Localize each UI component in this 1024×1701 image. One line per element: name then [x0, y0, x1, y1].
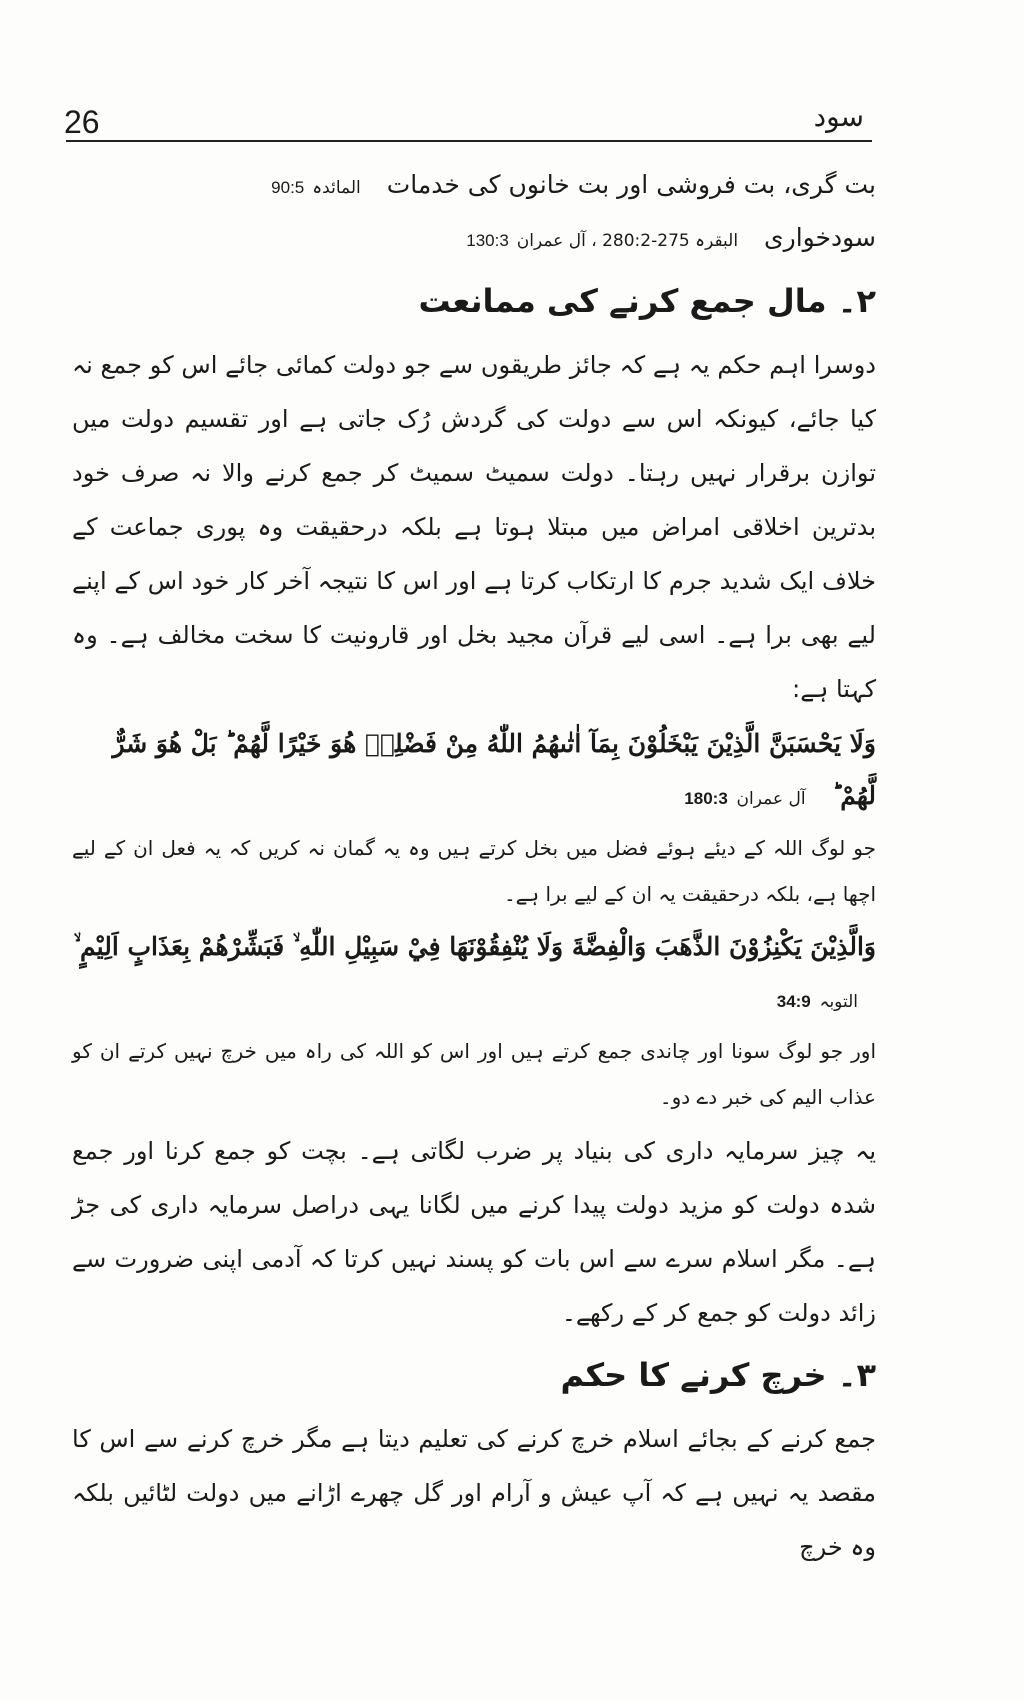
verse-arabic: وَالَّذِيْنَ يَكْنِزُوْنَ الذَّهَبَ وَالْفِضَّةَ وَلَا يُنْفِقُوْنَهَا فِيْ سَبِيْلِ اللّٰهِ ۙ فَبَشِّرْهُمْ بِعَذَابٍ اَلِيْمٍ ۙ: [73, 932, 876, 961]
running-title: سود: [813, 100, 864, 133]
reference-number: 130:3: [466, 231, 509, 250]
verse-translation: اور جو لوگ سونا اور چاندی جمع کرتے ہیں اور اس کو اللہ کی راہ میں خرچ نہیں کرتے ان کو عذاب الیم کی خبر دے دو۔: [72, 1039, 876, 1109]
reference-line: [72, 160, 876, 213]
quran-verse: [72, 921, 876, 1028]
reference-source: البقرہ 275-280:2 ، آل عمران: [516, 231, 739, 251]
section-heading: ۳۔ خرچ کرنے کا حکم: [560, 1356, 876, 1394]
body-paragraph: دوسرا اہم حکم یہ ہے کہ جائز طریقوں سے جو دولت کمائی جائے اس کو جمع نہ کیا جائے، کیونکہ اس سے دولت کی گردش رُک جاتی ہے اور تقسیم دولت میں توازن برقرار نہیں رہتا۔ دولت سمیٹ سمیٹ کر جمع کرنے والا نہ صرف خود بدترین اخلاقی امراض میں مبتلا ہوتا ہے بلکہ درحقیقت وہ پوری جماعت کے خلاف ایک شدید جرم کا ارتکاب کرتا ہے اور اس کا نتیجہ آخر کار خود اس کے اپنے لیے بھی برا ہے۔ اسی لیے قرآن مجید بخل اور قارونیت کا سخت مخالف ہے۔ وہ کہتا ہے:: [72, 351, 876, 703]
verse-translation: جو لوگ اللہ کے دیئے ہوئے فضل میں بخل کرتے ہیں وہ یہ گمان نہ کریں کہ یہ فعل ان کے لیے اچھا ہے، بلکہ درحقیقت یہ ان کے لیے برا ہے۔: [72, 836, 876, 906]
verse-number: 34:9: [776, 992, 811, 1011]
quran-verse: [72, 718, 876, 825]
verse-source: آل عمران: [736, 789, 806, 809]
section-heading: ۲۔ مال جمع کرنے کی ممانعت: [418, 282, 876, 320]
verse-arabic: وَلَا يَحْسَبَنَّ الَّذِيْنَ يَبْخَلُوْنَ بِمَآ اٰتٰىهُمُ اللّٰهُ مِنْ فَضْلِهٖ هُوَ خَيْرًا لَّهُمْ ؕ بَلْ هُوَ شَرٌّ لَّهُمْ ؕ: [112, 729, 876, 810]
reference-text: سودخواری: [764, 223, 876, 252]
header-rule: [66, 140, 872, 142]
verse-source: التوبہ: [819, 992, 858, 1012]
reference-text: بت گری، بت فروشی اور بت خانوں کی خدمات: [386, 170, 876, 199]
body-paragraph: یہ چیز سرمایہ داری کی بنیاد پر ضرب لگاتی ہے۔ بچت کو جمع کرنا اور جمع شدہ دولت کو مزید دولت پیدا کرنے میں لگانا یہی دراصل سرمایہ داری کی جڑ ہے۔ مگر اسلام سرے سے اس بات کو پسند نہیں کرتا کہ آدمی اپنی ضرورت سے زائد دولت کو جمع کر کے رکھے۔: [72, 1137, 876, 1327]
body-paragraph: جمع کرنے کے بجائے اسلام خرچ کرنے کی تعلیم دیتا ہے مگر خرچ کرنے سے اس کا مقصد یہ نہیں ہے کہ آپ عیش و آرام اور گل چھرے اڑانے میں دولت لٹائیں بلکہ وہ خرچ: [72, 1425, 876, 1561]
verse-number: 180:3: [684, 789, 728, 808]
reference-number: 90:5: [271, 178, 305, 197]
reference-line: [72, 213, 876, 266]
reference-source: المائدہ: [312, 178, 361, 198]
page-number: 26: [64, 104, 100, 140]
page-body: [72, 160, 876, 1574]
